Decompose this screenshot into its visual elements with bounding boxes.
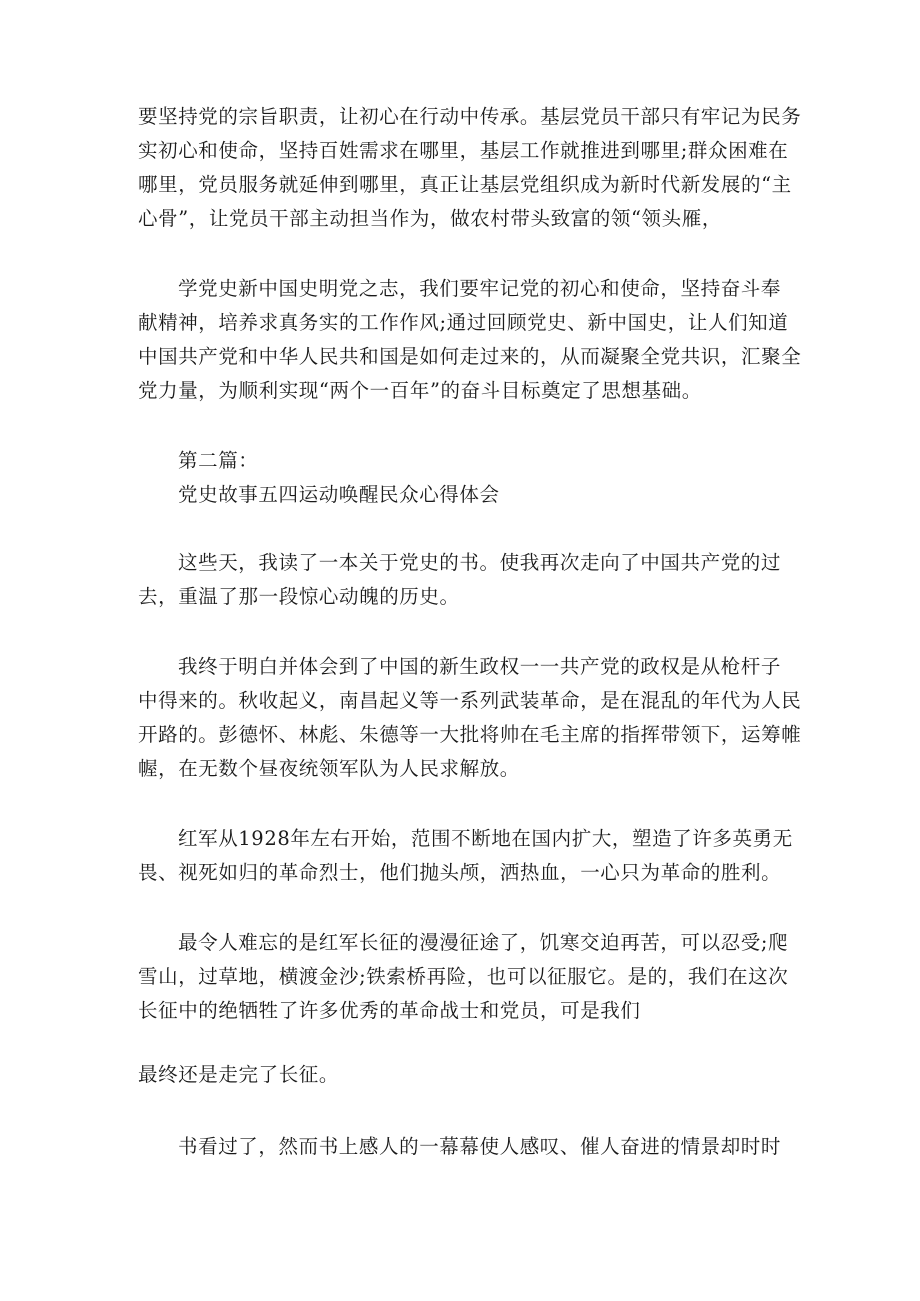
paragraph-6 (138, 926, 788, 1028)
text-line: 这些天，我读了一本关于党史的书。使我再次走向了中国共产党的过 (178, 551, 782, 574)
text-line: 中国共产党和中华人民共和国是如何走过来的，从而凝聚全党共识，汇聚全 (138, 345, 802, 368)
text-line: 党力量，为顺利实现“两个一百年”的奋斗目标奠定了思想基础。 (138, 379, 702, 402)
text-line: 哪里，党员服务就延伸到哪里，真正让基层党组织成为新时代新发展的“主 (138, 173, 792, 196)
paragraph-3 (138, 546, 788, 614)
text-line: 书看过了，然而书上感人的一幕幕使人感叹、催人奋进的情景却时时 (178, 1135, 782, 1158)
paragraph-4 (138, 650, 802, 786)
section-title: 党史故事五四运动唤醒民众心得体会 (178, 483, 500, 506)
text-line: 实初心和使命，坚持百姓需求在哪里，基层工作就推进到哪里;群众困难在 (138, 139, 789, 162)
section-number: 第二篇： (178, 449, 259, 472)
text-line: 长征中的绝牺牲了许多优秀的革命战士和党员，可是我们 (138, 999, 641, 1022)
text-line: 去，重温了那一段惊心动魄的历史。 (138, 585, 460, 608)
text-line: 开路的。彭德怀、林彪、朱德等一大批将帅在毛主席的指挥带领下，运筹帷 (138, 723, 802, 746)
text-line: 畏、视死如归的革命烈士，他们抛头颅，洒热血，一心只为革命的胜利。 (138, 861, 782, 884)
section-heading (138, 444, 788, 512)
text-line: 中得来的。秋收起义，南昌起义等一系列武装革命，是在混乱的年代为人民 (138, 689, 802, 712)
paragraph-1 (138, 100, 802, 236)
paragraph-8 (138, 1130, 788, 1164)
paragraph-7 (138, 1058, 788, 1092)
paragraph-2 (138, 272, 802, 408)
document-page (138, 100, 802, 1164)
text-line: 献精神，培养求真务实的工作作风;通过回顾党史、新中国史，让人们知道 (138, 311, 789, 334)
text-line: 我终于明白并体会到了中国的新生政权一一共产党的政权是从枪杆子 (178, 655, 782, 678)
text-line: 最令人难忘的是红军长征的漫漫征途了，饥寒交迫再苦，可以忍受;爬 (178, 931, 789, 954)
text-line: 红军从1928年左右开始，范围不断地在国内扩大，塑造了许多英勇无 (178, 827, 793, 850)
paragraph-5 (138, 822, 793, 890)
text-line: 幄，在无数个昼夜统领军队为人民求解放。 (138, 757, 520, 780)
text-line: 要坚持党的宗旨职责，让初心在行动中传承。基层党员干部只有牢记为民务 (138, 105, 802, 128)
text-line: 心骨”，让党员干部主动担当作为，做农村带头致富的领“领头雁， (138, 207, 722, 230)
text-line: 雪山，过草地，横渡金沙;铁索桥再险，也可以征服它。是的，我们在这次 (138, 965, 789, 988)
text-line: 最终还是走完了长征。 (138, 1063, 340, 1086)
text-line: 学党史新中国史明党之志，我们要牢记党的初心和使命，坚持奋斗奉 (178, 277, 782, 300)
